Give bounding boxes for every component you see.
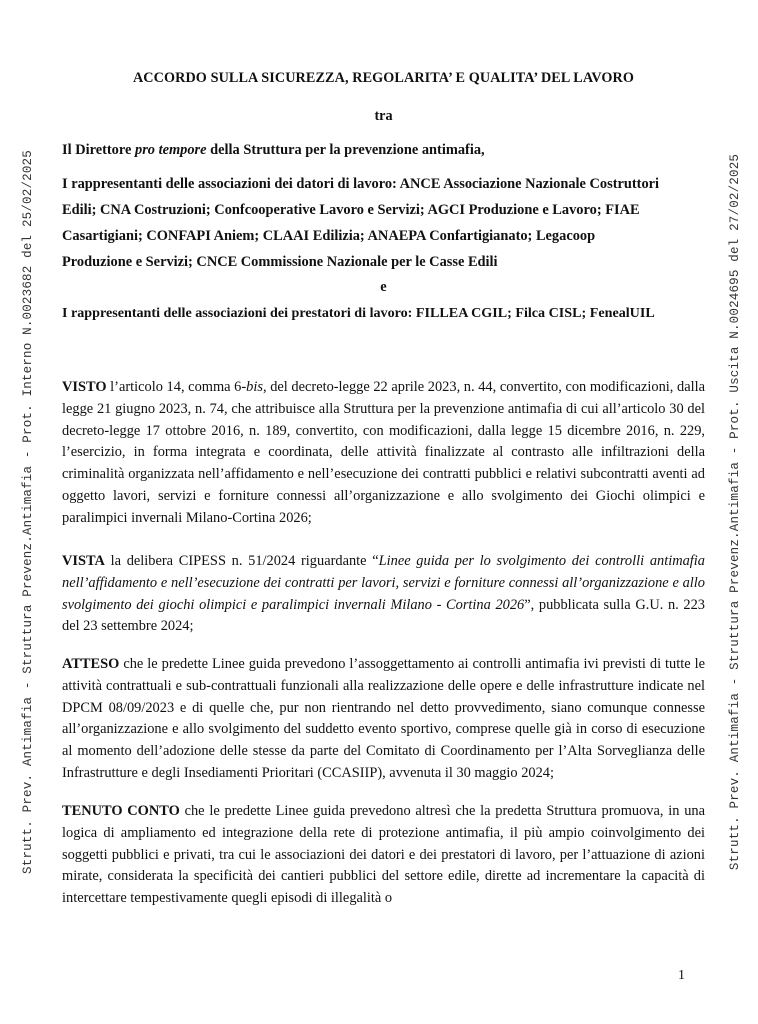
e-label: e [380,279,387,295]
party-prestatori: I rappresentanti delle associazioni dei prestatori di lavoro: FILLEA CGIL; Filca CISL; FenealUIL [62,305,655,321]
visto-text-2: , del decreto-legge 22 aprile 2023, n. 44, convertito, con modificazioni, dalla legge 21 giugno 2023, n. 74, che attribuisce alla Struttura per la prevenzione antimafia di cui all’articolo 30 del decreto-legge 17 ottobre 2016, n. 189, convertito, con modificazioni, dalla legge 15 dicembre 2016, n. 229, l’esercizio, in forma integrata e coordinata, delle attività finalizzate al contrasto alle infiltrazioni della criminalità organizzata nell’affidamento e nell’esecuzione dei contratti pubblici e relativi subcontratti aventi ad oggetto lavori, servizi e forniture connessi all’organizzazione e allo svolgimento dei Giochi olimpici e paralimpici invernali Milano-Cortina 2026; [62,379,705,526]
tenuto-text: che le predette Linee guida prevedono altresì che la predetta Struttura promuova, in una logica di ampliamento ed integrazione della rete di protezione antimafia, il più ampio coinvolgimento dei soggetti pubblici e privati, tra cui le associazioni dei datori e dei prestatori di lavoro, per l’attuazione di azioni mirate, considerata la specificità dei cantieri pubblici del settore edile, dirette ad incrementare la capacità di intercettare tempestivamente quegli episodi di illegalità o [62,803,706,907]
protocol-stamp-left: Strutt. Prev. Antimafia - Struttura Prevenz.Antimafia - Prot. Interno N.0023682 del 25/02/2025 [21,150,35,874]
document-title: ACCORDO SULLA SICUREZZA, REGOLARITA’ E QUALITA’ DEL LAVORO [132,70,635,86]
tenuto-lead: TENUTO CONTO [62,803,180,819]
tra-label: tra [374,108,393,124]
visto-lead: VISTO [62,379,107,395]
protocol-stamp-right: Strutt. Prev. Antimafia - Struttura Prevenz.Antimafia - Prot. Uscita N.0024695 del 27/02/2025 [728,153,742,871]
party-datori-line: Casartigiani; CONFAPI Aniem; CLAAI Edilizia; ANAEPA Confartigianato; Legacoop [62,228,596,244]
party-direttore [62,142,485,159]
party-datori-line: I rappresentanti delle associazioni dei datori di lavoro: ANCE Associazione Nazionale Costruttori [62,176,660,192]
paragraph-visto [62,377,705,530]
direttore-pre: Il Direttore [62,142,135,158]
paragraph-atteso [62,654,705,785]
direttore-post: della Struttura per la prevenzione antimafia, [206,142,485,158]
paragraph-vista [62,551,705,638]
party-datori-line: Edili; CNA Costruzioni; Confcooperative Lavoro e Servizi; AGCI Produzione e Lavoro; FIAE [62,202,640,218]
party-datori-line: Produzione e Servizi; CNCE Commissione Nazionale per le Casse Edili [62,254,498,270]
atteso-lead: ATTESO [62,656,120,672]
direttore-italic: pro tempore [135,142,207,158]
page-number: 1 [678,968,685,983]
visto-italic: bis [246,379,263,395]
paragraph-tenuto-conto [62,801,705,910]
vista-lead: VISTA [62,553,105,569]
visto-text-1: l’articolo 14, comma 6- [106,379,247,395]
vista-italic: Linee guida per lo svolgimento dei controlli antimafia nell’affidamento e nell’esecuzione dei contratti per lavori, servizi e forniture connessi all’organizzazione e allo svolgimento dei giochi olimpici e paralimpici invernali Milano - Cortina 2026 [62,553,705,613]
vista-text-1: la delibera CIPESS n. 51/2024 riguardante “ [104,553,379,569]
vista-text-2: ”, pubblicata sulla G.U. n. 223 del 23 settembre 2024; [62,596,705,635]
atteso-text: che le predette Linee guida prevedono l’assoggettamento ai controlli antimafia ivi previsti di tutte le attività contrattuali e sub-contrattuali funzionali alla realizzazione delle opere e delle infrastrutture indicate nel DPCM 08/09/2023 e di quelle che, pur non rientrando nel detto provvedimento, siano comunque connesse all’organizzazione e allo svolgimento del suddetto evento sportivo, comprese quelle già in corso di esecuzione al momento dell’adozione delle stesse da parte del Comitato di Coordinamento per l’Alta Sorveglianza delle Infrastrutture e degli Insediamenti Prioritari (CCASIIP), avvenuta il 30 maggio 2024; [62,656,705,781]
